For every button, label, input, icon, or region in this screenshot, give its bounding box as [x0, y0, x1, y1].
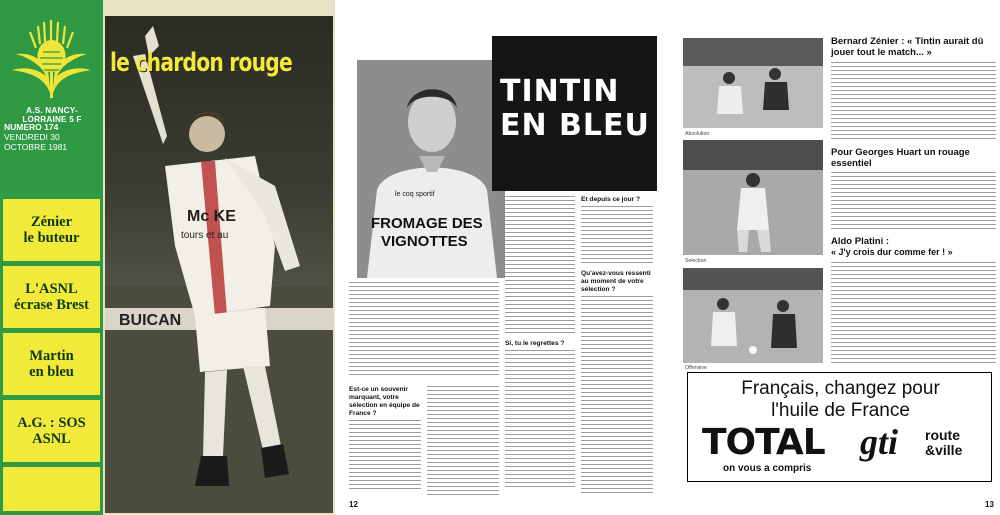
headline-box-zenier	[3, 199, 100, 261]
title-line: TINTIN	[500, 74, 620, 109]
headline-line: A.G. : SOS	[17, 415, 86, 431]
match-photo-1	[683, 38, 823, 128]
section-title-line: Aldo Platini :	[831, 236, 890, 247]
ad-route-line: route	[925, 427, 960, 443]
masthead-title: le chardon rouge	[110, 48, 293, 78]
photo-caption: Absolution	[685, 131, 710, 137]
question-heading: Est-ce un souvenir marquant, votre sélection en équipe de France ?	[349, 386, 420, 417]
headline-line: Martin	[29, 348, 74, 364]
kit-brand: le coq sportif	[395, 191, 435, 198]
ad-line-2: l'huile de France	[771, 400, 910, 421]
section-title-platini	[831, 236, 996, 258]
portrait-photo	[357, 60, 505, 278]
section-title-zenier: Bernard Zénier : « Tintin aurait dû jouer tout le match... »	[831, 36, 984, 58]
question-heading: Si, tu le regrettes ?	[505, 340, 565, 347]
ad-brand: TOTAL	[702, 422, 825, 463]
ad-line-1: Français, changez pour	[741, 378, 940, 399]
issue-number: NUMERO 174	[4, 122, 59, 132]
billboard-text: BUICAN	[119, 312, 182, 329]
match-photo-3	[683, 268, 823, 363]
body-col-3	[505, 196, 575, 496]
question-heading: Et depuis ce jour ?	[581, 196, 640, 203]
headline-line: écrase Brest	[13, 297, 89, 313]
ad-route-line: &ville	[925, 442, 963, 458]
cover-photo	[105, 16, 333, 513]
jersey-sponsor: FROMAGE DES	[371, 215, 483, 232]
section-title-huart: Pour Georges Huart un rouage essentiel	[831, 147, 970, 169]
headline-line: L'ASNL	[25, 281, 78, 297]
ad-product: gti	[860, 422, 899, 462]
club-name: A.S. NANCY-LORRAINE 5 F	[22, 106, 82, 124]
page-number: 12	[349, 500, 358, 509]
match-photo-2	[683, 140, 823, 255]
photo-caption: Offensive	[685, 365, 707, 371]
thistle-logo	[2, 18, 101, 100]
jersey-sponsor-2: tours et au	[181, 230, 229, 241]
total-advertisement	[687, 372, 992, 482]
photo-caption: Selection	[685, 258, 707, 264]
jersey-sponsor: Mc KE	[187, 208, 236, 225]
issue-date: VENDREDI 30 OCTOBRE 1981	[4, 132, 68, 152]
article-title	[500, 75, 650, 143]
page-12	[345, 0, 663, 515]
headline-box-martin	[3, 333, 100, 395]
headline-line: ASNL	[32, 431, 71, 447]
section-text-huart	[831, 172, 996, 232]
ad-tagline: on vous a compris	[723, 463, 812, 474]
headline-box-empty	[3, 467, 100, 511]
body-col-2	[427, 386, 499, 496]
section-subtitle: « J'y crois dur comme fer ! »	[831, 247, 953, 257]
headline-box-brest	[3, 266, 100, 328]
headline-box-ag	[3, 400, 100, 462]
title-line: EN BLEU	[500, 108, 650, 143]
section-text-platini	[831, 262, 996, 364]
question-heading: Qu'avez-vous ressenti au moment de votre sélection ?	[581, 270, 651, 293]
headline-line: en bleu	[29, 364, 74, 380]
body-col-4	[581, 196, 653, 496]
intro-text	[349, 282, 499, 377]
issue-info	[4, 122, 100, 152]
page-number: 13	[985, 500, 994, 509]
ad-route	[925, 428, 962, 458]
magazine-cover	[0, 0, 335, 515]
body-col-1	[349, 386, 421, 496]
headline-line: le buteur	[23, 230, 80, 246]
headline-line: Zénier	[30, 214, 73, 230]
section-text-zenier	[831, 62, 996, 142]
jersey-sponsor-2: VIGNOTTES	[381, 233, 468, 250]
